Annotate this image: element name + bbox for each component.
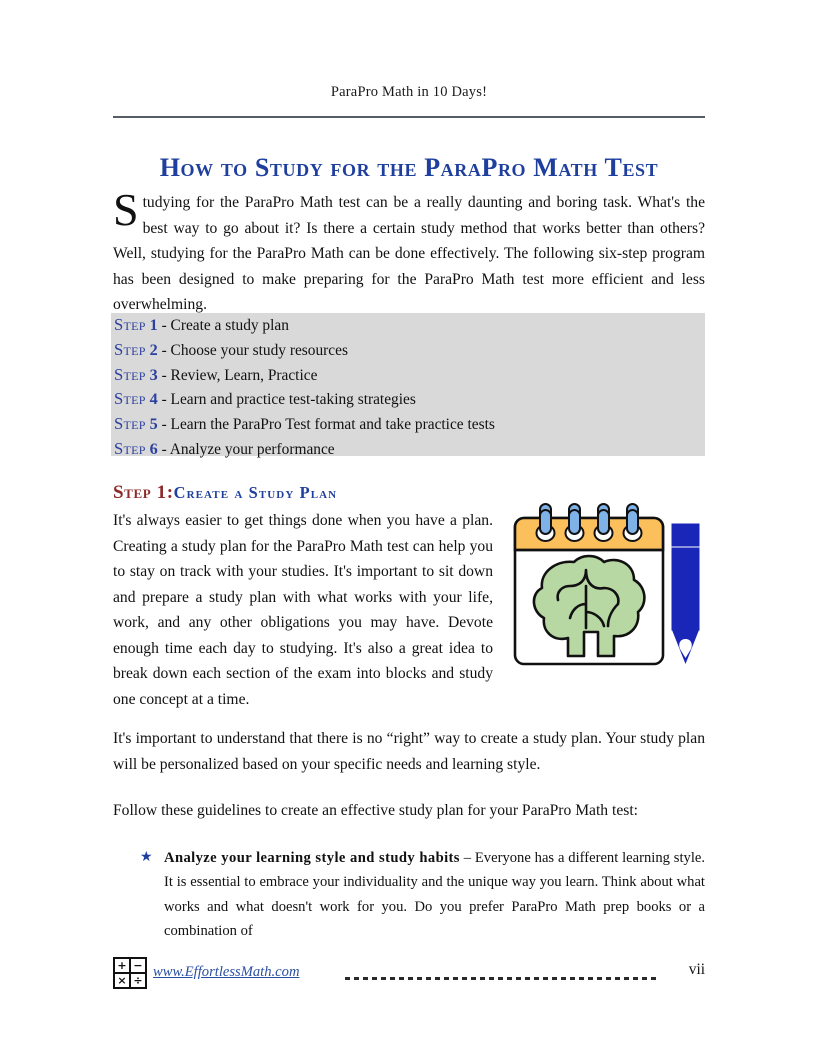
step-number: 4 bbox=[149, 390, 158, 409]
section-step-label: Step 1: bbox=[113, 482, 174, 503]
step-label: Step bbox=[114, 315, 146, 334]
body-paragraph-wrapped bbox=[113, 508, 705, 712]
step-description: - Choose your study resources bbox=[161, 341, 348, 359]
header-divider-rule bbox=[113, 116, 705, 118]
section-heading bbox=[113, 482, 337, 504]
step-line bbox=[111, 313, 705, 338]
plus-icon: + bbox=[115, 959, 129, 972]
step-label: Step bbox=[114, 438, 146, 458]
multiply-icon: × bbox=[115, 974, 129, 987]
body-paragraph-3: Follow these guidelines to create an effective study plan for your ParaPro Math test: bbox=[113, 802, 638, 819]
footer-dashed-rule bbox=[345, 977, 660, 980]
intro-paragraph bbox=[113, 184, 705, 318]
step-description: - Create a study plan bbox=[161, 317, 289, 334]
star-bullet-icon: ★ bbox=[140, 850, 153, 865]
step-line bbox=[111, 437, 705, 462]
steps-summary-box bbox=[111, 313, 705, 456]
list-item-lead: Analyze your learning style and study habits bbox=[164, 850, 460, 866]
step-label: Step bbox=[114, 364, 146, 384]
intro-text: tudying for the ParaPro Math test can be a really daunting and boring task. What's the best way to go about it? Is there a certain study method that works better than others? Well, studying for the ParaPro Math can be done effectively. The following six-step program has been designed to make preparing for the ParaPro Math test more efficient and less overwhelming. bbox=[113, 194, 705, 313]
page-footer bbox=[113, 957, 705, 991]
step-line bbox=[111, 363, 705, 388]
illustration-text-wrap-spacer bbox=[493, 508, 705, 674]
step-number: 3 bbox=[149, 365, 158, 384]
step-label: Step bbox=[114, 414, 146, 434]
step-description: - Learn the ParaPro Test format and take practice tests bbox=[161, 416, 495, 434]
section-heading-title: Create a Study Plan bbox=[173, 483, 338, 502]
running-header: ParaPro Math in 10 Days! bbox=[330, 84, 488, 100]
minus-icon: − bbox=[131, 959, 145, 972]
divide-icon: ÷ bbox=[131, 974, 145, 987]
guidelines-bullet-list bbox=[140, 846, 705, 944]
step-description: - Analyze your performance bbox=[161, 440, 335, 458]
page-title: How to Study for the ParaPro Math Test bbox=[159, 153, 659, 183]
effortless-math-logo-icon bbox=[113, 957, 147, 989]
step-description: - Learn and practice test-taking strategies bbox=[161, 391, 416, 409]
drop-cap: S bbox=[113, 184, 139, 235]
step-label: Step bbox=[114, 339, 146, 359]
footer-website-link[interactable]: www.EffortlessMath.com bbox=[153, 964, 300, 980]
list-item-text: – Everyone has a different learning style. It is essential to embrace your individuality and the unique way you learn. Think about what works and what doesn't work for you. Do you prefer ParaPro Math prep books or a combination of bbox=[164, 850, 706, 940]
body-paragraph-2: It's important to understand that there is no “right” way to create a study plan. Your study plan will be personalized based on your specific needs and learning style. bbox=[113, 730, 705, 773]
step-line bbox=[111, 338, 705, 363]
list-item bbox=[140, 846, 705, 944]
step-line bbox=[111, 412, 705, 437]
step-number: 1 bbox=[149, 316, 158, 334]
step-line bbox=[111, 387, 705, 412]
step-number: 6 bbox=[149, 439, 158, 458]
step-number: 5 bbox=[149, 415, 158, 434]
step-label: Step bbox=[114, 389, 146, 409]
body-text: It's always easier to get things done when you have a plan. Creating a study plan for the ParaPro Math test can help you to stay on track with your studies. It's important to sit down and prepare a study plan with what works with your life, work, and any other obligations you may have. Devote enough time each day to studying. It's also a great idea to break down each section of the exam into blocks and study one concept at a time. bbox=[113, 512, 493, 708]
step-description: - Review, Learn, Practice bbox=[161, 366, 318, 384]
page-number: vii bbox=[688, 961, 705, 978]
step-number: 2 bbox=[149, 340, 158, 359]
